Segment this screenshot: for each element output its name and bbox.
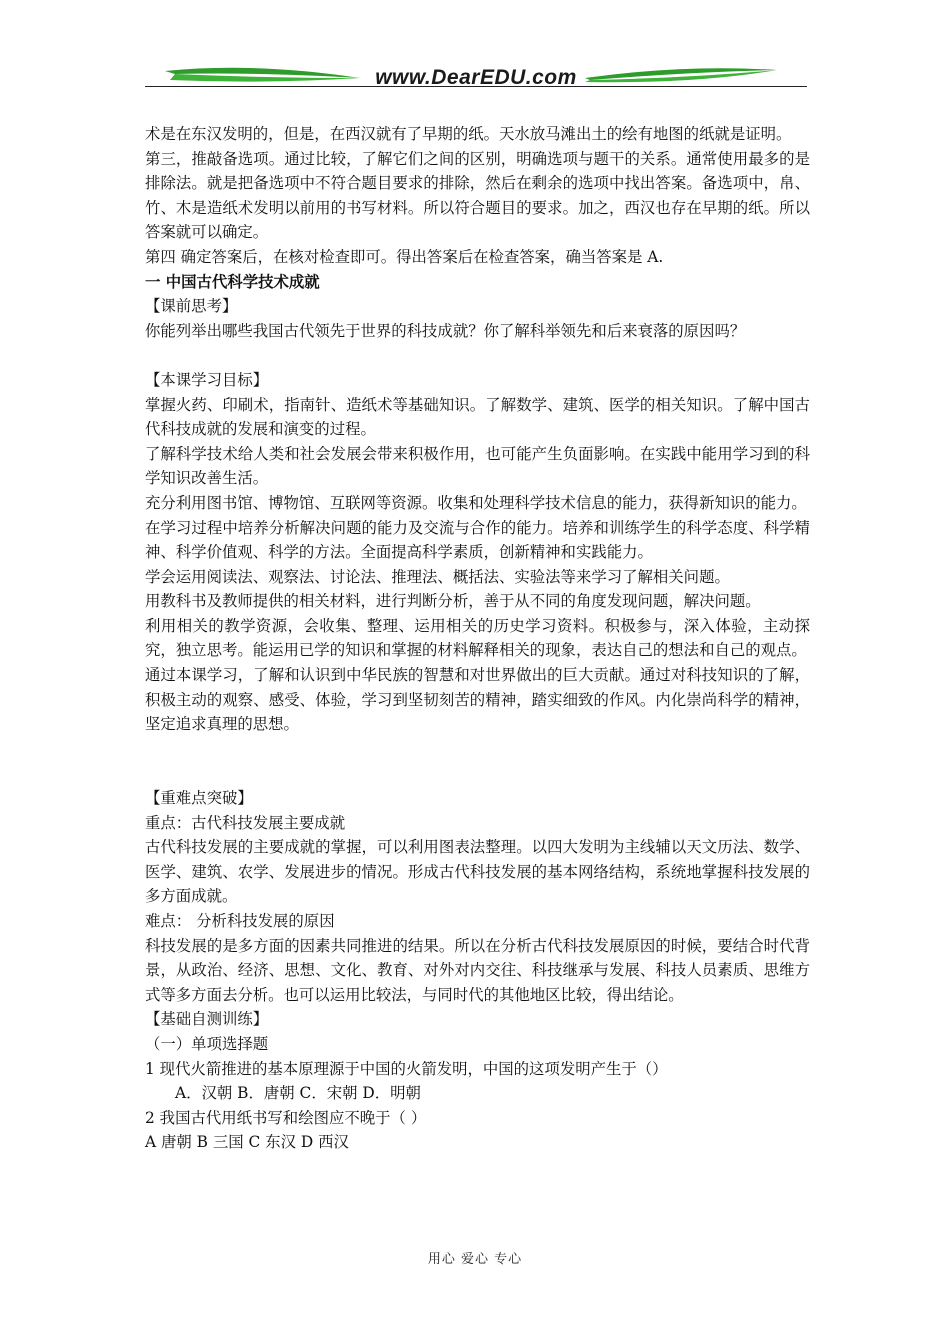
paragraph-step-four: 第四 确定答案后，在核对检查即可。得出答案后在检查答案，确当答案是 A.: [145, 247, 664, 266]
document-body: [145, 122, 810, 1155]
heading-learning-goals: 【本课学习目标】: [145, 370, 269, 389]
subheading-single-choice: （一）单项选择题: [145, 1034, 269, 1053]
paragraph-goal-5: 学会运用阅读法、观察法、讨论法、推理法、概括法、实验法等来学习了解相关问题。: [145, 567, 730, 586]
site-url-text: www.DearEDU.com: [375, 66, 577, 89]
paragraph-key-point: 重点：古代科技发展主要成就: [145, 813, 346, 832]
heading-self-test: 【基础自测训练】: [145, 1010, 269, 1029]
paragraph-goal-4: 在学习过程中培养分析解决问题的能力及交流与合作的能力。培养和训练学生的科学态度、科学精神、科学价值观、科学的方法。全面提高科学素质，创新精神和实践能力。: [145, 518, 810, 562]
paragraph-continuation: 术是在东汉发明的，但是，在西汉就有了早期的纸。天水放马滩出土的绘有地图的纸就是证明。: [145, 125, 792, 143]
paragraph-step-three: 第三，推敲备选项。通过比较，了解它们之间的区别，明确选项与题干的关系。通常使用最多的是排除法。就是把备选项中不符合题目要求的排除，然后在剩余的选项中找出答案。备选项中，帛、竹、木是造纸术发明以前用的书写材料。所以符合题目的要求。加之，西汉也存在早期的纸。所以答案就可以确定。: [145, 149, 810, 242]
question-1: 1 现代火箭推进的基本原理源于中国的火箭发明，中国的这项发明产生于（）: [145, 1059, 668, 1078]
blank-line: [145, 761, 810, 786]
page-footer: 用心 爱心 专心: [427, 1252, 523, 1267]
paragraph-goal-6: 用教科书及教师提供的相关材料，进行判断分析，善于从不同的角度发现问题，解决问题。: [145, 592, 761, 611]
blank-line: [145, 343, 810, 368]
paragraph-difficult-point-detail: 科技发展的是多方面的因素共同推进的结果。所以在分析古代科技发展原因的时候，要结合时代背景，从政治、经济、思想、文化、教育、对外对内交往、科技继承与发展、科技人员素质、思维方式等多方面去分析。也可以运用比较法，与同时代的其他地区比较，得出结论。: [145, 936, 810, 1004]
section-title: 一 中国古代科学技术成就: [145, 272, 320, 291]
header-divider: [145, 86, 807, 87]
question-2-options: A 唐朝 B 三国 C 东汉 D 西汉: [145, 1133, 349, 1152]
paragraph-key-point-detail: 古代科技发展的主要成就的掌握，可以利用图表法整理。以四大发明为主线辅以天文历法、数学、医学、建筑、农学、发展进步的情况。形成古代科技发展的基本网络结构，系统地掌握科技发展的多方面成就。: [145, 838, 810, 906]
site-header-banner: [145, 58, 807, 94]
blank-line: [145, 737, 810, 762]
question-2: 2 我国古代用纸书写和绘图应不晚于（ ）: [145, 1108, 427, 1127]
paragraph-goal-3: 充分利用图书馆、博物馆、互联网等资源。收集和处理科学技术信息的能力，获得新知识的能力。: [145, 493, 807, 512]
heading-pre-class-thinking: 【课前思考】: [145, 297, 238, 316]
paragraph-difficult-point: 难点： 分析科技发展的原因: [145, 912, 335, 930]
question-1-options: A．汉朝 B．唐朝 C．宋朝 D．明朝: [175, 1084, 421, 1103]
paragraph-goal-1: 掌握火药、印刷术，指南针、造纸术等基础知识。了解数学、建筑、医学的相关知识。了解中国古代科技成就的发展和演变的过程。: [145, 395, 810, 439]
heading-key-points: 【重难点突破】: [145, 789, 253, 808]
paragraph-question: 你能列举出哪些我国古代领先于世界的科技成就？你了解科举领先和后来衰落的原因吗？: [145, 321, 746, 340]
paragraph-goal-7: 利用相关的教学资源，会收集、整理、运用相关的历史学习资料。积极参与，深入体验，主动探究，独立思考。能运用已学的知识和掌握的材料解释相关的现象，表达自己的想法和自己的观点。: [145, 616, 810, 660]
header-swoosh-logo: [145, 58, 807, 94]
paragraph-goal-8: 通过本课学习，了解和认识到中华民族的智慧和对世界做出的巨大贡献。通过对科技知识的了解，积极主动的观察、感受、体验，学习到坚韧刻苦的精神，踏实细致的作风。内化崇尚科学的精神，坚定追求真理的思想。: [145, 666, 810, 734]
paragraph-goal-2: 了解科学技术给人类和社会发展会带来积极作用，也可能产生负面影响。在实践中能用学习到的科学知识改善生活。: [145, 444, 810, 488]
